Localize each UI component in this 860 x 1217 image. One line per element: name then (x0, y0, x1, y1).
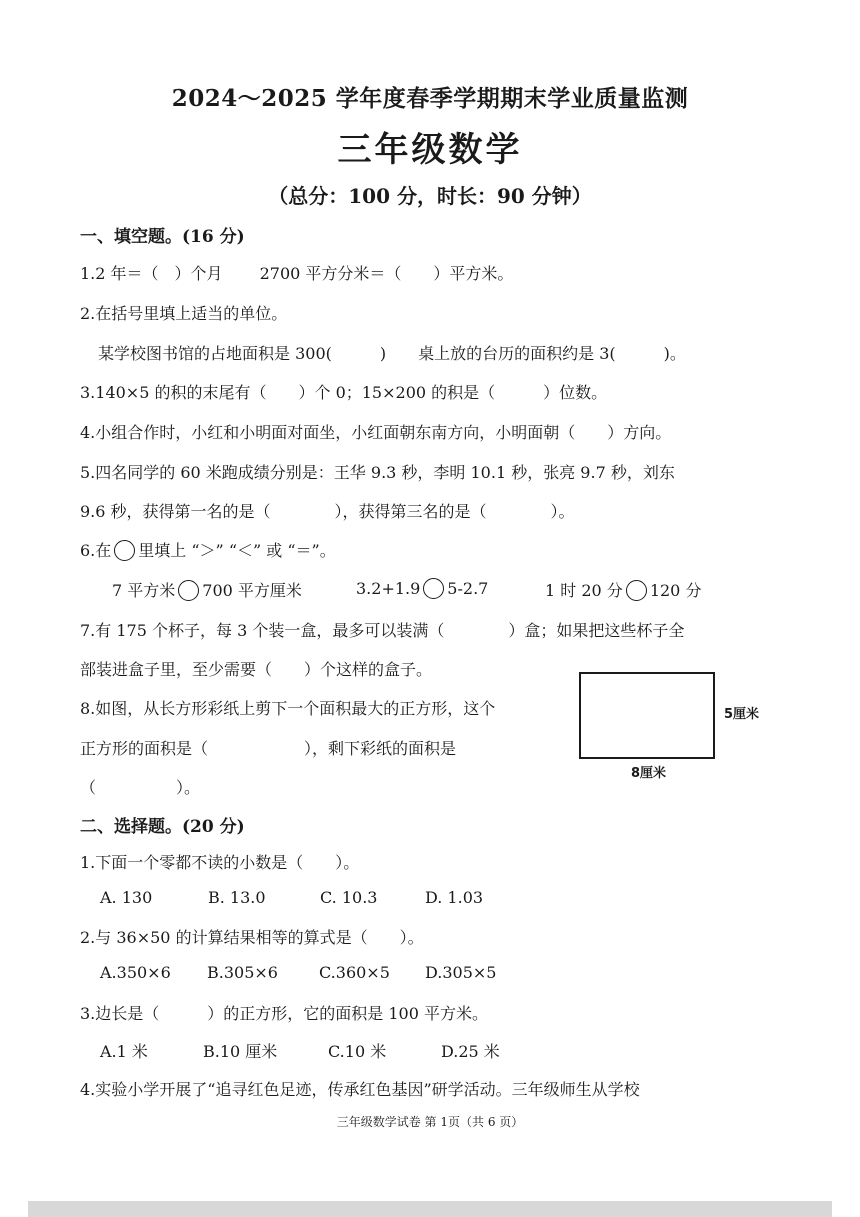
compare-left: 7 平方米 (112, 581, 176, 600)
question-1-2-sub: 某学校图书馆的占地面积是 300( ) 桌上放的台历的面积约是 3( )。 (98, 344, 686, 363)
compare-item-3 (545, 578, 701, 601)
question-1-4: 4.小组合作时，小红和小明面对面坐，小红面朝东南方向，小明面朝（ ）方向。 (80, 423, 672, 442)
question-1-8-line1: 8.如图，从长方形彩纸上剪下一个面积最大的正方形，这个 (80, 699, 496, 718)
option-a[interactable]: A.1 米 (100, 1042, 148, 1061)
option-c[interactable]: C.360×5 (319, 963, 390, 982)
compare-left: 3.2+1.9 (356, 579, 421, 598)
question-1-6-prefix: 6.在 (80, 541, 112, 560)
question-1-5-line1: 5.四名同学的 60 米跑成绩分别是：王华 9.3 秒，李明 10.1 秒，张亮 9.7 秒，刘东 (80, 463, 675, 482)
option-d[interactable]: D.305×5 (425, 963, 497, 982)
option-d[interactable]: D. 1.03 (425, 888, 484, 907)
option-b[interactable]: B. 13.0 (208, 888, 266, 907)
question-2-2: 2.与 36×50 的计算结果相等的算式是（ ）。 (80, 928, 424, 947)
exam-title: 2024～2025 学年度春季学期期末学业质量监测 (171, 85, 689, 112)
compare-left: 1 时 20 分 (545, 581, 623, 600)
option-c[interactable]: C.10 米 (328, 1042, 387, 1061)
bottom-scrollbar[interactable] (28, 1201, 832, 1217)
subject-title: 三年级数学 (337, 130, 523, 170)
option-c[interactable]: C. 10.3 (320, 888, 378, 907)
question-1-3: 3.140×5 的积的末尾有（ ）个 0；15×200 的积是（ ）位数。 (80, 383, 608, 402)
rectangle-figure (579, 672, 715, 759)
option-a[interactable]: A.350×6 (100, 963, 171, 982)
question-1-7-line1: 7.有 175 个杯子，每 3 个装一盒，最多可以装满（ ）盒；如果把这些杯子全 (80, 621, 685, 640)
option-d[interactable]: D.25 米 (441, 1042, 500, 1061)
answer-circle-icon[interactable] (178, 580, 199, 601)
compare-right: 5-2.7 (447, 579, 489, 598)
question-1-6 (80, 538, 336, 561)
option-b[interactable]: B.305×6 (207, 963, 278, 982)
answer-circle-icon[interactable] (626, 580, 647, 601)
question-1-7-line2: 部装进盒子里，至少需要（ ）个这样的盒子。 (80, 660, 433, 679)
compare-item-1 (112, 578, 302, 601)
compare-right: 700 平方厘米 (202, 581, 302, 600)
page-footer: 三年级数学试卷 第 1页（共 6 页） (336, 1115, 524, 1129)
option-b[interactable]: B.10 厘米 (203, 1042, 278, 1061)
answer-circle-icon[interactable] (423, 578, 444, 599)
question-1-8-line3: （ ）。 (80, 778, 201, 797)
question-2-1: 1.下面一个零都不读的小数是（ ）。 (80, 853, 360, 872)
rectangle-height-label: 5厘米 (724, 707, 760, 722)
question-2-3: 3.边长是（ ）的正方形，它的面积是 100 平方米。 (80, 1004, 488, 1023)
rectangle-width-label: 8厘米 (631, 766, 667, 781)
exam-info: （总分：100 分，时长：90 分钟） (268, 184, 592, 208)
question-1-6-suffix: 里填上 “＞” “＜” 或 “＝”。 (138, 541, 336, 560)
question-1-5-line2: 9.6 秒，获得第一名的是（ ），获得第三名的是（ ）。 (80, 502, 575, 521)
question-2-4: 4.实验小学开展了“追寻红色足迹，传承红色基因”研学活动。三年级师生从学校 (80, 1080, 640, 1099)
compare-item-2 (356, 578, 488, 599)
comparison-circle-icon (114, 540, 135, 561)
option-a[interactable]: A. 130 (100, 888, 153, 907)
section-2-heading: 二、选择题。(20 分) (80, 817, 245, 837)
question-1-8-line2: 正方形的面积是（ ），剩下彩纸的面积是 (80, 739, 457, 758)
question-1-1: 1.2 年＝（ ）个月 2700 平方分米＝（ ）平方米。 (80, 264, 514, 283)
section-1-heading: 一、填空题。(16 分) (80, 227, 245, 247)
compare-right: 120 分 (649, 581, 702, 600)
question-1-2: 2.在括号里填上适当的单位。 (80, 304, 288, 323)
